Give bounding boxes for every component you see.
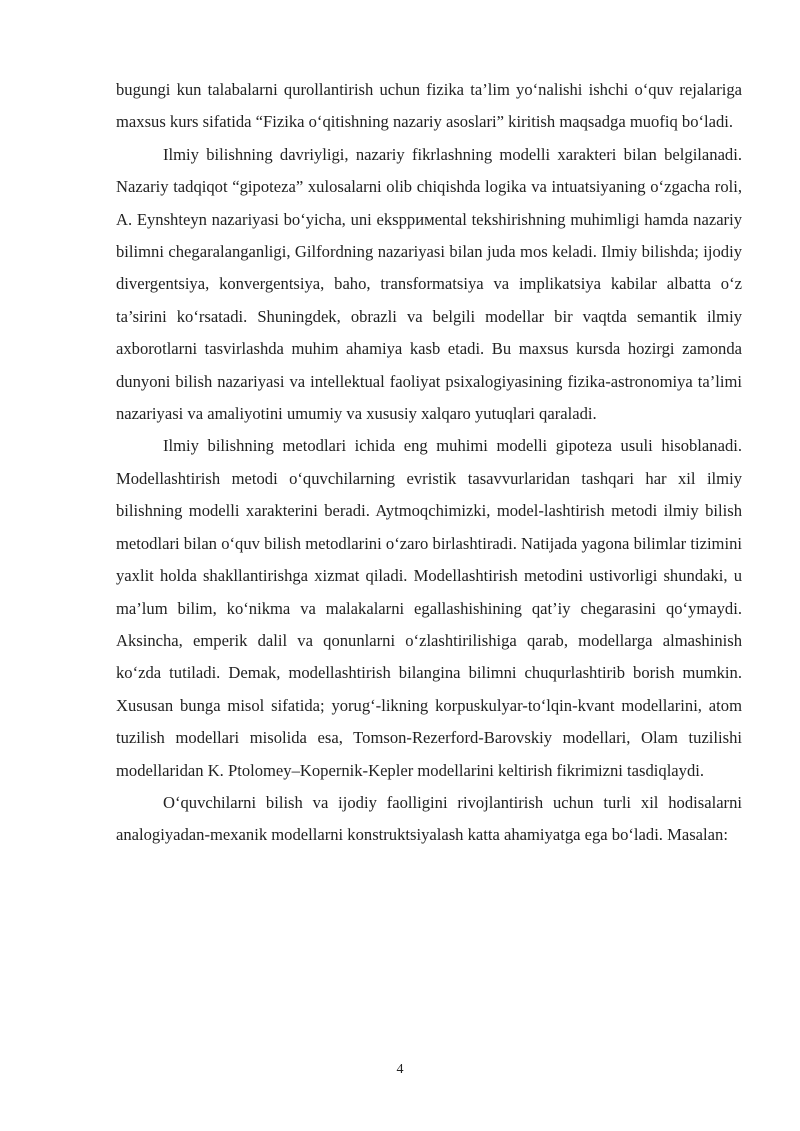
body-text <box>116 74 742 852</box>
paragraph-student-activity: O‘quvchilarni bilish va ijodiy faolligini rivojlantirish uchun turli xil hodisalarni analogiyadan-mexanik modellarni konstruktsiyalash katta ahamiyatga ega bo‘ladi. Masalan: <box>116 792 742 845</box>
paragraph-scientific-cognition: Ilmiy bilishning davriyligi, nazariy fikrlashning modelli xarakteri bilan belgilanadi. Nazariy tadqiqot “gipoteza” xulosalarni olib chiqishda logika va intuatsiyaning o‘zgacha roli, A. Eynshteyn nazariyasi bo‘yicha, uni ekspримental tekshirishning muhimligi hamda nazariy bilimni chegaralanganligi, Gilfordning nazariyasi bilan juda mos keladi. Ilmiy bilishda; ijodiy divergentsiya, konvergentsiya, baho, transformatsiya va implikatsiya kabilar albatta o‘z ta’sirini ko‘rsatadi. Shuningdek, obrazli va belgili modellar bir vaqtda semantik ilmiy axborotlarni tasvirlashda muhim ahamiya kasb etadi. Bu maxsus kursda hozirgi zamonda dunyoni bilish nazariyasi va intellektual faoliyat psixalogiyasining fizika-astronomiya ta’limi nazariyasi va amaliyotini umumiy va xususiy xalqaro yutuqlari qaraladi. <box>116 144 742 424</box>
paragraph-modeling-method: Ilmiy bilishning metodlari ichida eng muhimi modelli gipoteza usuli hisoblanadi. Modellashtirish metodi o‘quvchilarning evristik tasavvurlaridan tashqari har xil ilmiy bilishning modelli xarakterini beradi. Aytmoqchimizki, model-lashtirish metodi ilmiy bilish metodlari bilan o‘quv bilish metodlarini o‘zaro birlashtiradi. Natijada yagona bilimlar tizimini yaxlit holda shakllantirishga xizmat qiladi. Modellashtirish metodini ustivorligi shundaki, u ma’lum bilim, ko‘nikma va malakalarni egallashishining qat’iy chegarasini qo‘ymaydi. Aksincha, emperik dalil va qonunlarni o‘zlashtirilishiga qarab, modellarga almashinish ko‘zda tutiladi. Demak, modellashtirish bilangina bilimni chuqurlashtirib borish mumkin. Xususan bunga misol sifatida; yorug‘-likning korpuskulyar-to‘lqin-kvant modellarini, atom tuzilish modellari misolida esa, Tomson-Rezerford-Barovskiy modellari, Olam tuzilishi modellaridan K. Ptolomey–Kopernik-Kepler modellarini keltirish fikrimizni tasdiqlaydi. <box>116 436 742 780</box>
paragraph-continuation: bugungi kun talabalarni qurollantirish uchun fizika ta’lim yo‘nalishi ishchi o‘quv rejalariga maxsus kurs sifatida “Fizika o‘qitishning nazariy asoslari” kiritish maqsadga muofiq bo‘ladi. <box>116 80 742 132</box>
page-number: 4 <box>396 1062 404 1077</box>
